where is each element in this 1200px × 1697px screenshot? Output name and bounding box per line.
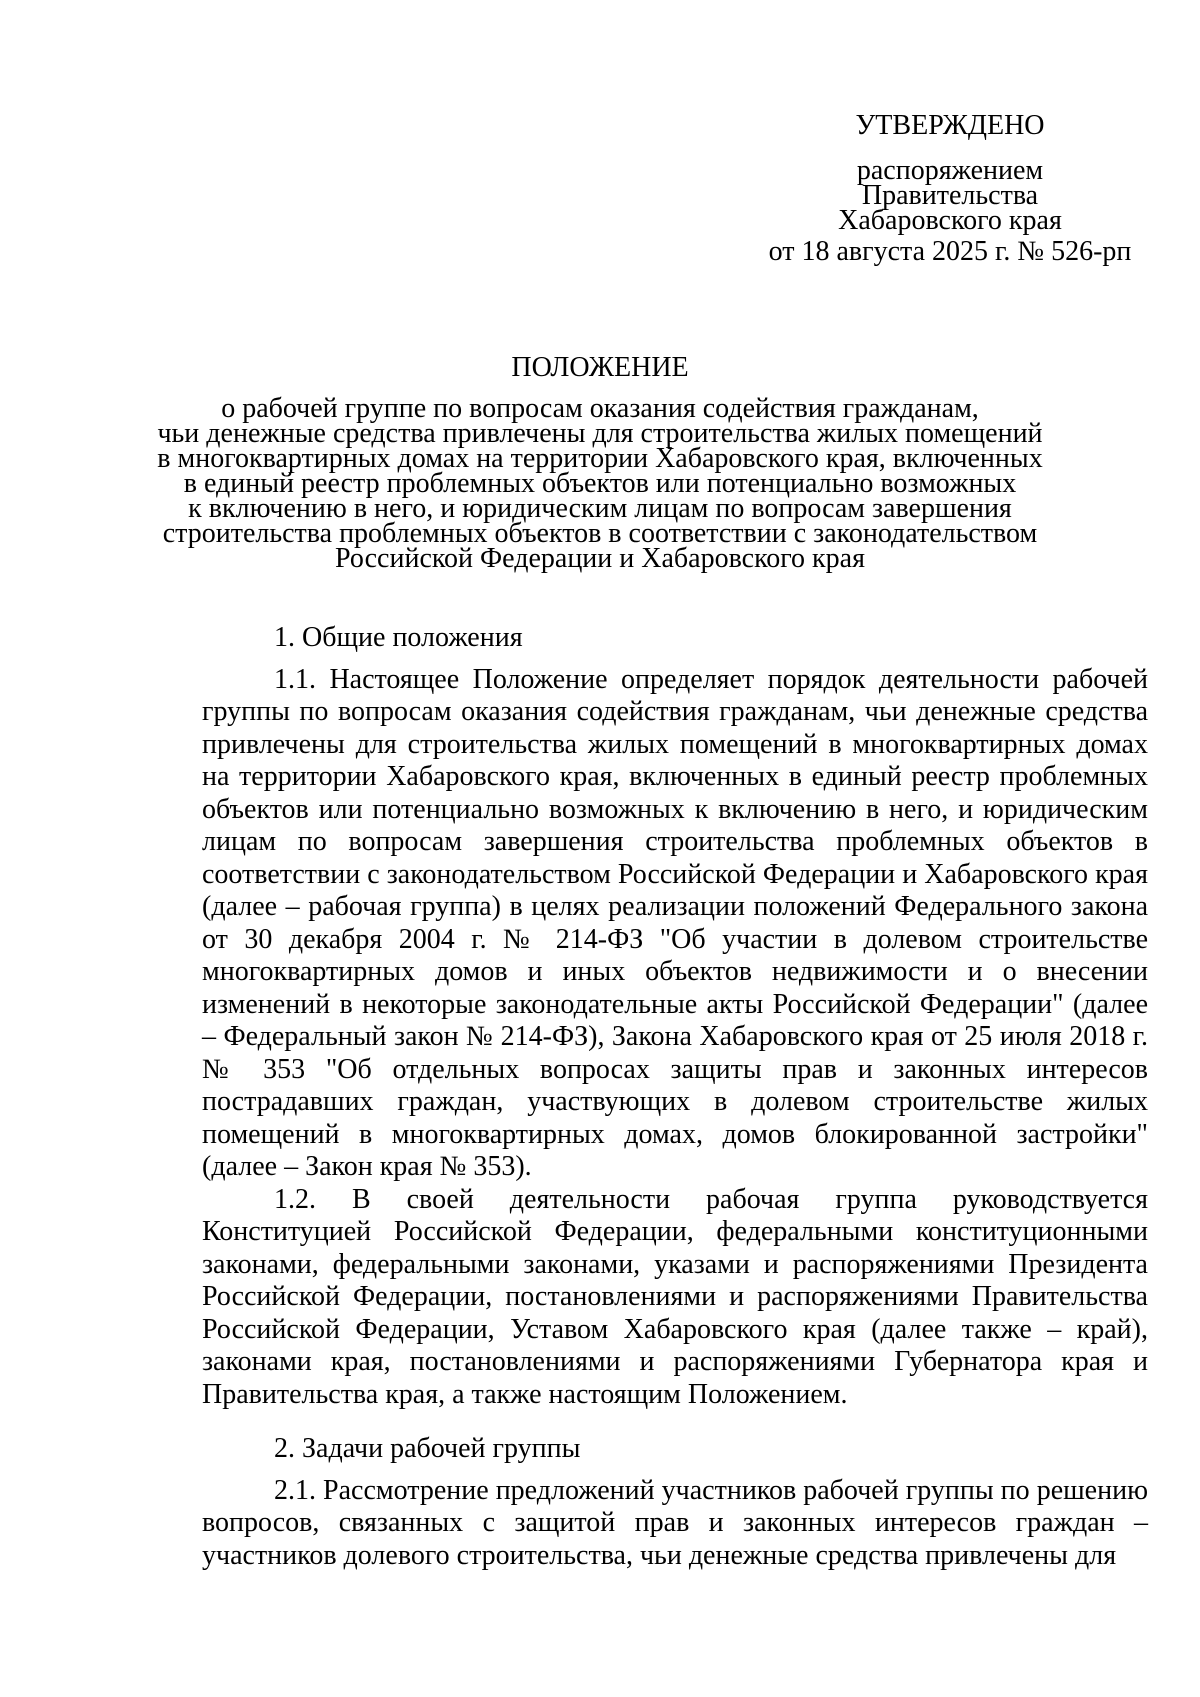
subtitle-line: к включению в него, и юридическим лицам по вопросам завершения <box>188 493 1012 524</box>
subtitle-line: в многоквартирных домах на территории Хабаровского края, включенных <box>157 443 1043 474</box>
document-subtitle <box>150 393 1050 574</box>
paragraph-1-1: 1.1. Настоящее Положение определяет порядок деятельности рабочей группы по вопросам оказания содействия гражданам, чьи денежные средства привлечены для строительства жилых помещений в многоквартирных домах на территории Хабаровского края, включенных в единый реестр проблемных объектов или потенциально возможных к включению в него, и юридическим лицам по вопросам завершения строительства проблемных объектов в соответствии с законодательством Российской Федерации и Хабаровского края (далее – рабочая группа) в целях реализации положений Федерального закона от 30 декабря 2004 г. № 214-ФЗ "Об участии в долевом строительстве многоквартирных домов и иных объектов недвижимости и о внесении изменений в некоторые законодательные акты Российской Федерации" (далее – Федеральный закон № 214-ФЗ), Закона Хабаровского края от 25 июля 2018 г. № 353 "Об отдельных вопросах защиты прав и законных интересов пострадавших граждан, участвующих в долевом строительстве жилых помещений в многоквартирных домах, домов блокированной застройки" (далее – Закон края № 353). <box>202 663 1148 1182</box>
paragraph-2-1: 2.1. Рассмотрение предложений участников рабочей группы по решению вопросов, связанных с защитой прав и законных интересов граждан – участников долевого строительства, чьи денежные средства привлечены для <box>202 1474 1148 1571</box>
document-body <box>202 622 1148 1572</box>
subtitle-line: строительства проблемных объектов в соответствии с законодательством <box>162 518 1038 549</box>
approval-authority-line: Правительства <box>861 180 1039 211</box>
document-title: ПОЛОЖЕНИЕ <box>511 352 689 383</box>
approval-authority <box>740 155 1160 236</box>
subtitle-line: о рабочей группе по вопросам оказания содействия гражданам, <box>221 393 979 424</box>
paragraph-1-2: 1.2. В своей деятельности рабочая группа руководствуется Конституцией Российской Федерации, федеральными конституционными законами, федеральными законами, указами и распоряжениями Президента Российской Федерации, постановлениями и распоряжениями Правительства Российской Федерации, Уставом Хабаровского края (далее также – край), законами края, постановлениями и распоряжениями Губернатора края и Правительства края, а также настоящим Положением. <box>202 1183 1148 1410</box>
approval-stamp <box>740 106 1160 267</box>
subtitle-line: в единый реестр проблемных объектов или потенциально возможных <box>183 468 1017 499</box>
approval-date: от 18 августа 2025 г. № 526-рп <box>768 236 1132 267</box>
section-heading-general: 1. Общие положения <box>274 622 523 653</box>
section-heading-tasks: 2. Задачи рабочей группы <box>274 1433 581 1464</box>
approval-authority-line: Хабаровского края <box>838 205 1062 236</box>
subtitle-line: Российской Федерации и Хабаровского края <box>335 543 865 574</box>
approval-word: УТВЕРЖДЕНО <box>855 110 1045 141</box>
approval-authority-line: распоряжением <box>856 155 1044 186</box>
subtitle-line: чьи денежные средства привлечены для строительства жилых помещений <box>157 418 1043 449</box>
